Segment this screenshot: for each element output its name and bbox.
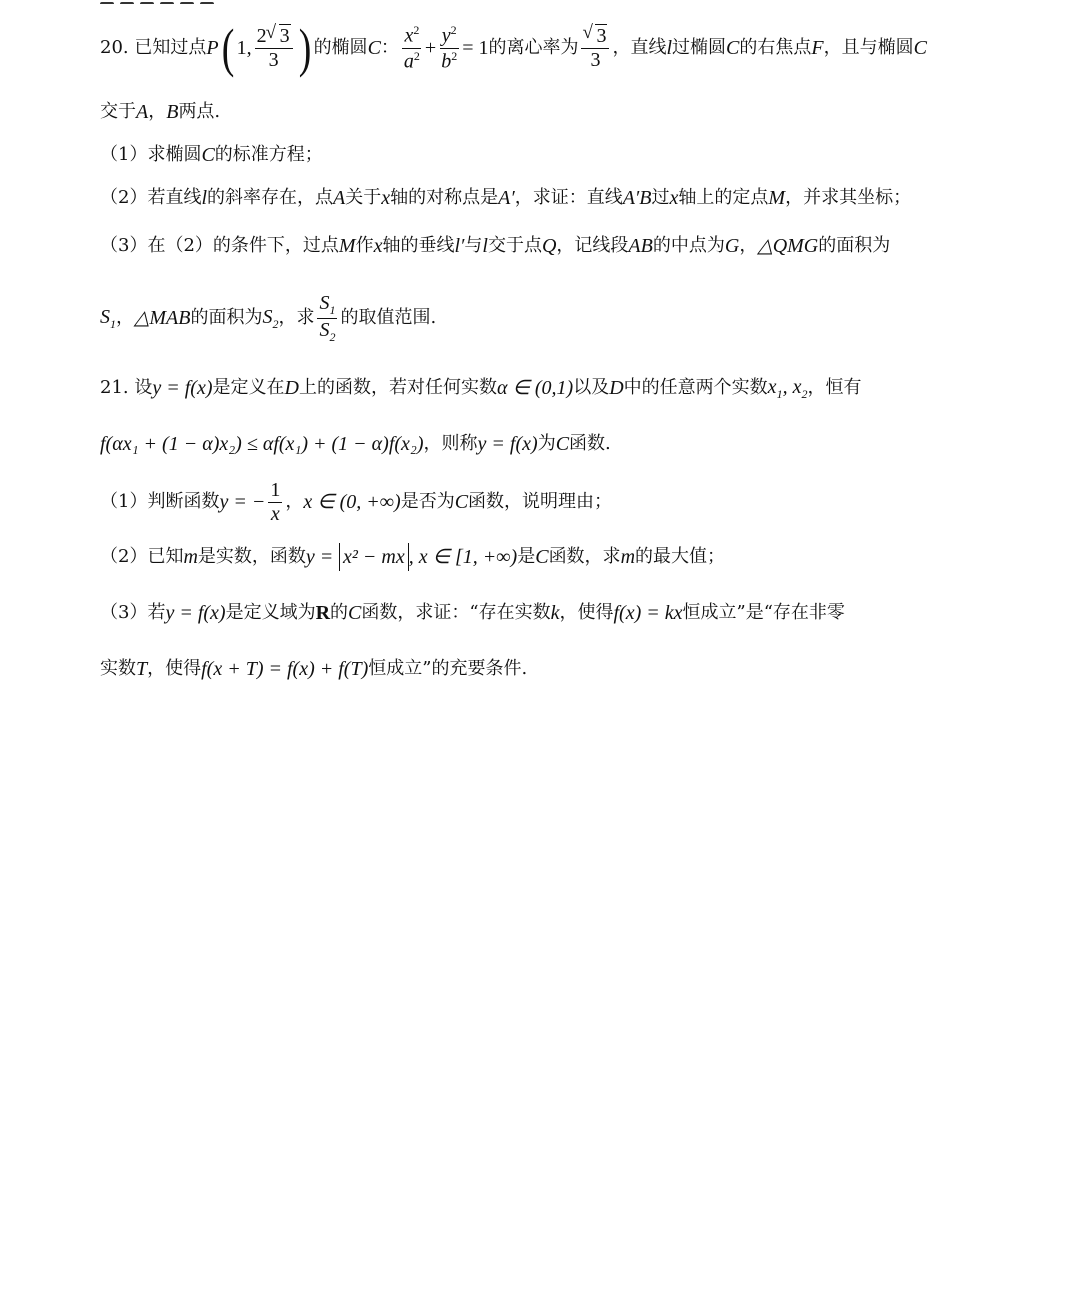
q21-line-1 (100, 372, 984, 404)
q21-line-2 (100, 428, 984, 460)
line-l: l (666, 37, 673, 59)
ellipse-c: C (726, 37, 740, 59)
point-q: Q (541, 235, 557, 257)
text: 与 (464, 235, 483, 257)
text: 为 (537, 433, 556, 455)
y-term-fraction: $\frac{y^2}{b^2}$ (441, 22, 458, 73)
part-label: （3） (100, 602, 148, 624)
text: 的最大值； (635, 546, 726, 568)
text: 是定义在 (212, 377, 285, 399)
text: 的中点为 (652, 235, 725, 257)
text: 的面积为 (818, 235, 891, 257)
function-y-fx: y = f(x) (477, 433, 538, 455)
text: ，使得 (147, 658, 202, 680)
ellipse-c: C (913, 37, 927, 59)
t: T (136, 658, 148, 680)
function-y: y = (305, 546, 334, 568)
s1: $S_1$ (100, 305, 116, 331)
c-function: C (454, 491, 469, 513)
domain: x ∈ (0, +∞) (303, 491, 401, 513)
text: 是 (517, 546, 536, 568)
point-g: G (724, 235, 740, 257)
reciprocal-fraction: $\frac{1}{x}$ (270, 478, 281, 525)
text: 是定义域为 (225, 602, 316, 624)
m: m (620, 546, 636, 568)
x1-x2: $x_1$, $x_2$ (767, 375, 808, 401)
q21-part-1 (100, 474, 984, 530)
domain: , x ∈ [1, +∞) (408, 546, 518, 568)
comma: ， (739, 235, 758, 257)
text: ，且与椭圆 (823, 37, 914, 59)
point-y-fraction: $\frac{2√ 3}{3}$ (255, 26, 293, 71)
c-function: C (535, 546, 549, 568)
left-paren: ( (221, 18, 234, 78)
text: 关于 (345, 187, 382, 209)
additive-equation: f(x + T) = f(x) + f(T) (201, 658, 369, 680)
text: 恒成立”的充要条件. (368, 658, 528, 680)
text: 的取值范围. (340, 307, 437, 329)
s2: $S_2$ (262, 305, 279, 331)
text: 判断函数 (147, 491, 220, 513)
ratio-fraction: $\frac{S_1}{S_2}$ (319, 291, 336, 344)
ellipse-c: C (367, 37, 381, 59)
part-label: （1） (100, 491, 148, 513)
text: 是否为 (400, 491, 455, 513)
text: 在（2）的条件下，过点 (147, 235, 339, 257)
point-a-prime: A′ (498, 187, 515, 209)
text: 实数 (100, 658, 136, 680)
text: 轴的对称点是 (390, 187, 499, 209)
text: ，并求其坐标； (785, 187, 912, 209)
point-a: A (333, 187, 346, 209)
text: 交于点 (487, 235, 542, 257)
text: 的右焦点 (739, 37, 812, 59)
q20-line-2 (100, 97, 984, 127)
cut-off-previous-text (100, 0, 260, 4)
text: 轴的垂线 (382, 235, 455, 257)
text: 是实数，函数 (197, 546, 306, 568)
q20-number: 20. (100, 37, 129, 59)
text: 已知过点 (134, 37, 207, 59)
x-axis: x (373, 235, 383, 257)
part-label: （3） (100, 235, 148, 257)
part-label: （1） (100, 144, 148, 166)
alpha-range: α ∈ (0,1) (496, 377, 574, 399)
text: 以及 (573, 377, 610, 399)
text: 轴上的定点 (678, 187, 769, 209)
text: 已知 (147, 546, 184, 568)
x-axis: x (381, 187, 391, 209)
point-x: 1, (236, 37, 252, 59)
point-m: M (768, 187, 786, 209)
right-paren: ) (298, 18, 311, 78)
text: 恒成立”是“存在非零 (682, 602, 845, 624)
text: 的斜率存在，点 (207, 187, 334, 209)
line-l: l (201, 187, 208, 209)
q21-number: 21. (100, 377, 129, 399)
text: 过 (651, 187, 670, 209)
x-axis: x (669, 187, 679, 209)
line-l: l (482, 235, 488, 257)
text: 若 (147, 602, 166, 624)
q21-part-3-cont (100, 653, 984, 685)
triangle-qmg: △QMG (757, 235, 819, 257)
point-m: M (338, 235, 356, 257)
focus-f: F (811, 37, 824, 59)
k: k (550, 602, 560, 624)
ellipse-c: C (201, 144, 215, 166)
text: 设 (134, 377, 153, 399)
equals-one: = 1 (462, 37, 489, 59)
text: 的 (330, 602, 349, 624)
function-y: y = − (219, 491, 266, 513)
convexity-inequality: f(αx₁ + (1 − α)x₂) ≤ αf(x₁) + (1 − α)f(x₂) (100, 433, 424, 455)
comma: ， (116, 307, 134, 329)
line-l-prime: l′ (454, 235, 465, 257)
text: 作 (355, 235, 374, 257)
comma: ， (148, 101, 167, 123)
linear-function: f(x) = kx (613, 602, 683, 624)
q20-part-3 (100, 231, 984, 261)
plus: + (424, 37, 437, 59)
eccentricity-fraction: √ $\frac{3}{3}$ (581, 26, 609, 71)
text: ，记线段 (556, 235, 629, 257)
function-y-fx: y = f(x) (152, 377, 213, 399)
text: 中的任意两个实数 (623, 377, 768, 399)
c-function: C (348, 602, 362, 624)
text: ，恒有 (807, 377, 862, 399)
part-label: （2） (100, 546, 148, 568)
real-numbers: R (315, 602, 331, 624)
absolute-value-expr: x² − mx (339, 543, 409, 571)
text: 上的函数，若对任何实数 (298, 377, 497, 399)
function-y-fx: y = f(x) (165, 602, 226, 624)
text: ，使得 (559, 602, 614, 624)
text: 交于 (100, 101, 136, 123)
q21-part-2 (100, 541, 984, 573)
text: ，求证：直线 (514, 187, 623, 209)
text: 函数，求 (548, 546, 621, 568)
part-label: （2） (100, 187, 148, 209)
text: 函数. (569, 433, 611, 455)
text: ，则称 (423, 433, 478, 455)
q20-part-3-cont (100, 288, 984, 348)
text: ，求 (278, 307, 315, 329)
text: 两点. (178, 101, 221, 123)
triangle-mab: △MAB (134, 307, 191, 329)
point-p: P (206, 37, 219, 59)
text: 的面积为 (190, 307, 263, 329)
x-term-fraction: $\frac{x^2}{a^2}$ (403, 22, 420, 73)
domain-d: D (284, 377, 299, 399)
text: 的椭圆 (313, 37, 368, 59)
point-b: B (166, 101, 179, 123)
q20-part-2 (100, 183, 984, 213)
q21-part-3 (100, 597, 984, 629)
comma: ， (285, 491, 304, 513)
text: 函数，求证：“存在实数 (361, 602, 551, 624)
text: ，直线 (612, 37, 667, 59)
q20-line-1 (100, 10, 984, 86)
point-a: A (136, 101, 149, 123)
text: 求椭圆 (147, 144, 202, 166)
text: 的离心率为 (488, 37, 579, 59)
text: 的标准方程； (214, 144, 323, 166)
domain-d: D (609, 377, 624, 399)
c-function: C (555, 433, 570, 455)
text: 函数，说明理由； (468, 491, 613, 513)
q20-part-1 (100, 140, 984, 170)
m: m (183, 546, 198, 568)
line-apb: A′B (622, 187, 652, 209)
text: 过椭圆 (672, 37, 727, 59)
colon: ： (380, 37, 399, 59)
segment-ab: AB (628, 235, 653, 257)
text: 若直线 (147, 187, 202, 209)
